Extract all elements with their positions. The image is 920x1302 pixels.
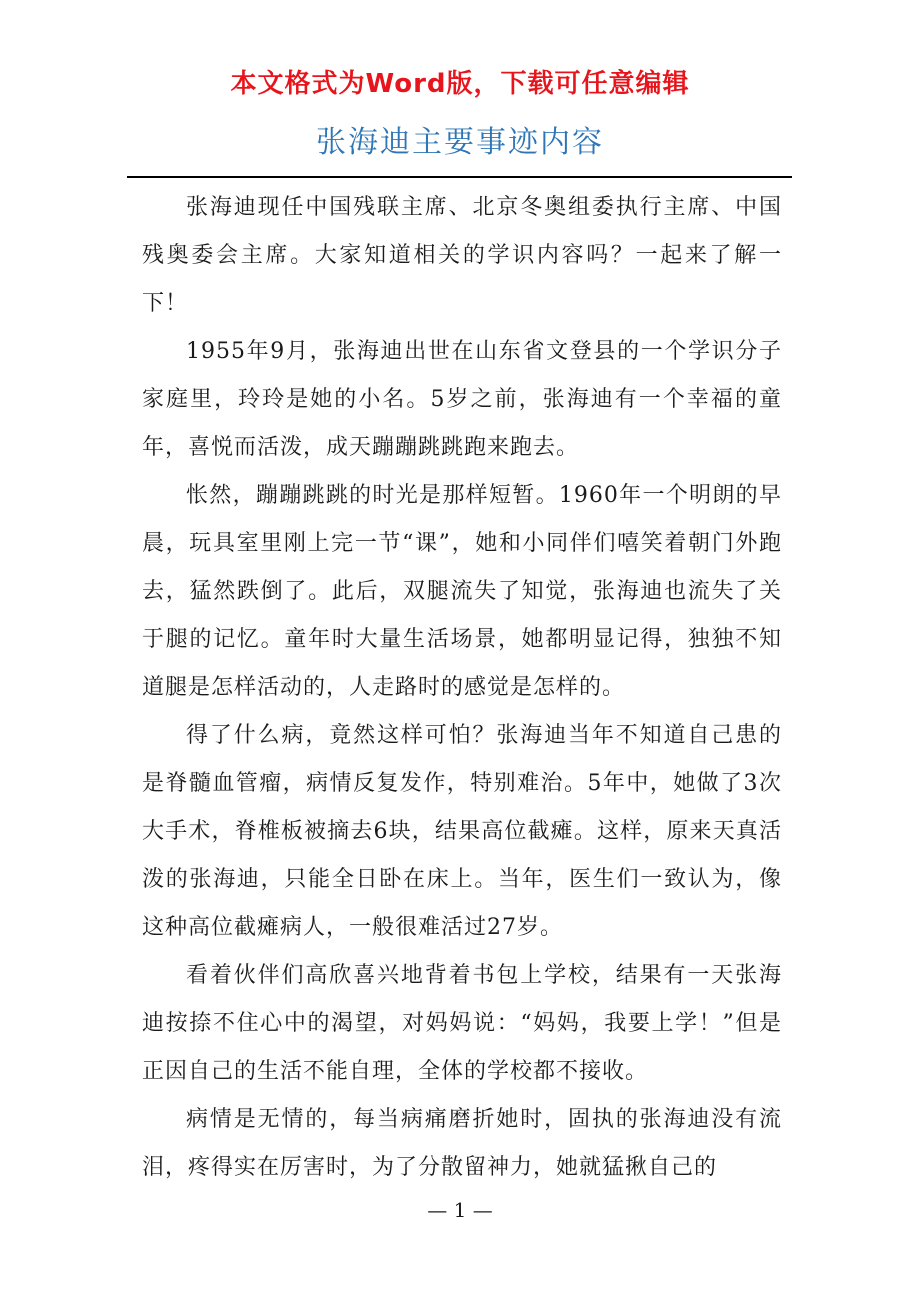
format-notice-banner: 本文格式为Word版，下载可任意编辑 xyxy=(230,69,690,99)
paragraph: 得了什么病，竟然这样可怕？张海迪当年不知道自己患的是脊髓血管瘤，病情反复发作，特别难治。5年中，她做了3次大手术，脊椎板被摘去6块，结果高位截瘫。这样，原来天真活泼的张海迪，只能全日卧在床上。当年，医生们一致认为，像这种高位截瘫病人，一般很难活过27岁。 xyxy=(142,723,782,940)
document-body xyxy=(142,184,782,1192)
title-divider xyxy=(127,176,792,178)
paragraph: 看着伙伴们高欣喜兴地背着书包上学校，结果有一天张海迪按捺不住心中的渴望，对妈妈说：“妈妈，我要上学！”但是正因自己的生活不能自理，全体的学校都不接收。 xyxy=(142,963,782,1084)
paragraph: 病情是无情的，每当病痛磨折她时，固执的张海迪没有流泪，疼得实在厉害时，为了分散留神力，她就猛揪自己的 xyxy=(142,1107,782,1180)
paragraph: 1955年9月，张海迪出世在山东省文登县的一个学识分子家庭里，玲玲是她的小名。5岁之前，张海迪有一个幸福的童年，喜悦而活泼，成天蹦蹦跳跳跑来跑去。 xyxy=(142,339,782,460)
paragraph: 张海迪现任中国残联主席、北京冬奥组委执行主席、中国残奥委会主席。大家知道相关的学识内容吗？一起来了解一下！ xyxy=(142,195,782,316)
paragraph: 怅然，蹦蹦跳跳的时光是那样短暂。1960年一个明朗的早晨，玩具室里刚上完一节“课”，她和小同伴们嘻笑着朝门外跑去，猛然跌倒了。此后，双腿流失了知觉，张海迪也流失了关于腿的记忆。童年时大量生活场景，她都明显记得，独独不知道腿是怎样活动的，人走路时的感觉是怎样的。 xyxy=(142,483,782,700)
page-number: — 1 — xyxy=(427,1198,493,1222)
document-title: 张海迪主要事迹内容 xyxy=(316,125,604,160)
